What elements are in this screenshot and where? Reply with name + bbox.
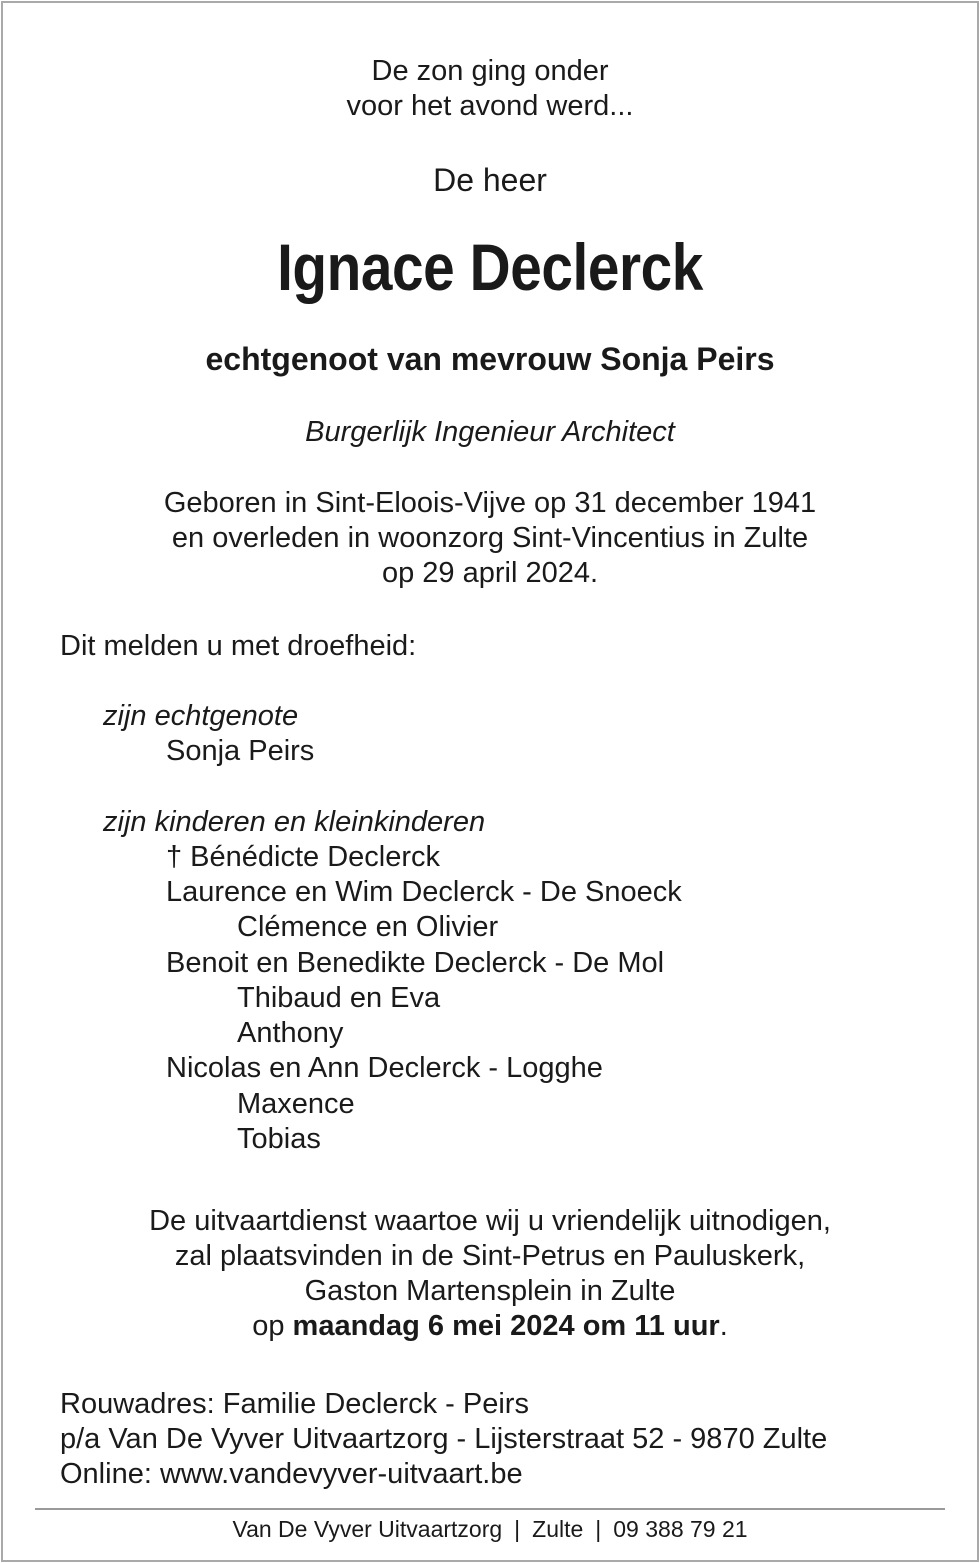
ceremony-line-2: zal plaatsvinden in de Sint-Petrus en Pauluskerk, (174, 1240, 806, 1272)
footer-divider (35, 1508, 945, 1510)
address-line-2: p/a Van De Vyver Uitvaartzorg - Lijsterstraat 52 - 9870 Zulte (60, 1423, 828, 1455)
opening-poem (0, 54, 980, 124)
mourning-address (60, 1387, 827, 1492)
grandchild-name: Clémence en Olivier (237, 911, 499, 943)
ceremony-date-prefix: op (252, 1310, 293, 1342)
spouse-line: echtgenoot van mevrouw Sonja Peirs (205, 341, 775, 377)
child-name: † Bénédicte Declerck (166, 841, 441, 873)
spouse-label: zijn echtgenote (103, 700, 299, 732)
grandchild-name: Maxence (237, 1088, 355, 1120)
footer-company: Van De Vyver Uitvaartzorg (232, 1516, 503, 1542)
footer-phone: 09 388 79 21 (613, 1516, 748, 1542)
death-line: en overleden in woonzorg Sint-Vincentius in Zulte (171, 522, 809, 554)
birth-death-info (0, 486, 980, 591)
address-line-1: Rouwadres: Familie Declerck - Peirs (60, 1388, 529, 1420)
ceremony-date-suffix: . (719, 1310, 728, 1342)
footer (0, 1515, 980, 1543)
profession: Burgerlijk Ingenieur Architect (305, 416, 675, 448)
children-label: zijn kinderen en kleinkinderen (103, 806, 486, 838)
footer-town: Zulte (532, 1516, 584, 1542)
grandchild-name: Anthony (237, 1017, 344, 1049)
deceased-name: Ignace Declerck (277, 230, 703, 304)
ceremony-info (0, 1204, 980, 1344)
spouse-name: Sonja Peirs (166, 735, 315, 767)
child-name: Laurence en Wim Declerck - De Snoeck (166, 876, 682, 908)
grandchild-name: Thibaud en Eva (237, 982, 441, 1014)
poem-line-2: voor het avond werd... (346, 90, 634, 122)
child-name: Nicolas en Ann Declerck - Logghe (166, 1052, 603, 1084)
birth-line: Geboren in Sint-Eloois-Vijve op 31 december 1941 (163, 487, 817, 519)
footer-separator: | (514, 1516, 521, 1542)
grandchild-name: Tobias (237, 1123, 321, 1155)
poem-line-1: De zon ging onder (371, 55, 609, 87)
child-name: Benoit en Benedikte Declerck - De Mol (166, 947, 665, 979)
salutation: De heer (433, 162, 547, 198)
ceremony-line-1: De uitvaartdienst waartoe wij u vriendelijk uitnodigen, (149, 1205, 831, 1237)
ceremony-date-line (0, 1309, 980, 1344)
address-line-3: Online: www.vandevyver-uitvaart.be (60, 1458, 523, 1490)
footer-separator: | (595, 1516, 602, 1542)
ceremony-date: maandag 6 mei 2024 om 11 uur (292, 1310, 720, 1342)
death-date-line: op 29 april 2024. (381, 557, 599, 589)
ceremony-line-3: Gaston Martensplein in Zulte (304, 1275, 676, 1307)
announcement: Dit melden u met droefheid: (60, 630, 417, 662)
